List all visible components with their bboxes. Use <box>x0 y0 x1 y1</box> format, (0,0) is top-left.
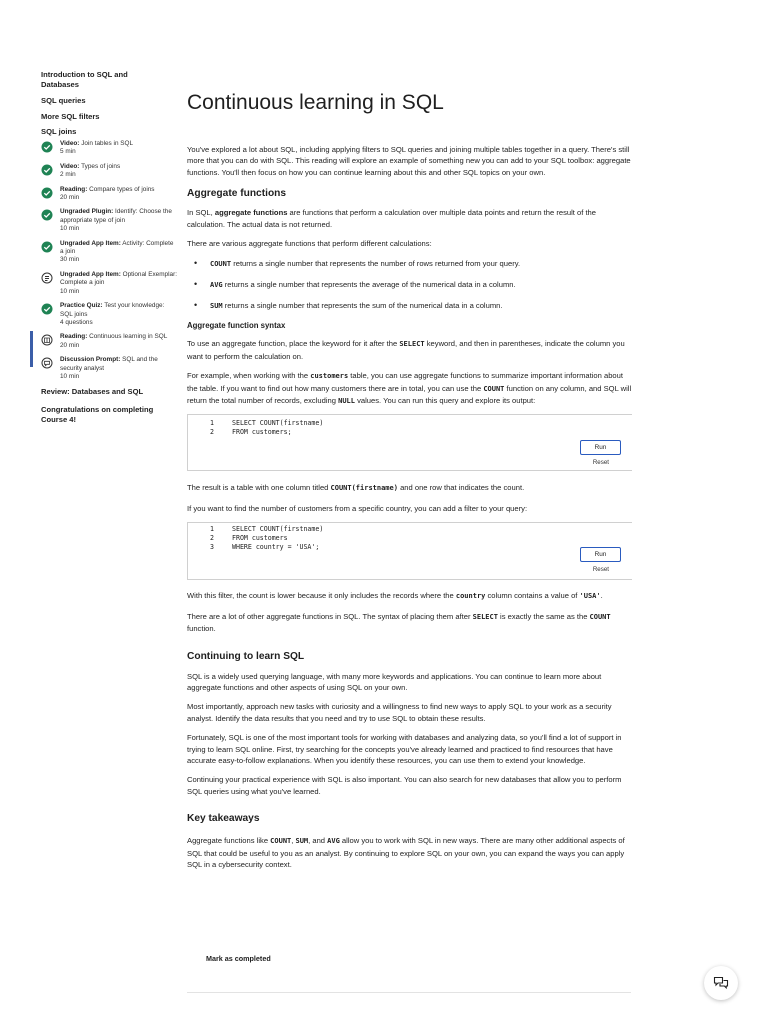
sidebar-item-title: Video: Join tables in SQL <box>60 140 134 147</box>
code-lines <box>188 415 632 437</box>
example-paragraph: For example, when working with the customers table, you can use aggregate functions to summarize important information about the table. If you want to find out how many customers there are in total, you can use the COUNT function on any column, and SQL will return the total number of records, excluding NULL values. You can run this query and explore its output: <box>187 371 632 406</box>
intro-paragraph: You've explored a lot about SQL, including applying filters to SQL queries and joining multiple tables together in a query. There's still more that you can do with SQL. This reading will explore an example of something new you can add to your SQL toolbox: aggregate functions. You'll then focus on how you can continue learning about this and other SQL topics on your own. <box>187 145 631 177</box>
code-line: 2 FROM customers <box>210 534 288 543</box>
sidebar-item-meta: 10 min <box>60 372 80 380</box>
sidebar-item-title: Practice Quiz: Test your knowledge: SQL joins <box>60 302 165 318</box>
sidebar-item-meta: 4 questions <box>60 318 93 326</box>
check-circle-icon <box>41 241 53 253</box>
code-line: 1 SELECT COUNT(firstname) <box>210 525 324 534</box>
sidebar-section-congrats[interactable]: Congratulations on completing Course 4! <box>41 405 154 425</box>
sidebar-section-queries[interactable]: SQL queries <box>41 96 86 105</box>
sidebar-item-list <box>30 140 177 381</box>
aggregate-list-intro: There are various aggregate functions that perform different calculations: <box>187 239 432 249</box>
sidebar-item-meta: 2 min <box>60 171 76 179</box>
sidebar-item-title: Ungraded App Item: Activity: Complete a join <box>60 239 174 256</box>
code-lines <box>188 523 632 551</box>
list-item-avg: • AVG returns a single number that represents the average of the numerical data in a column. <box>210 279 632 291</box>
sidebar-item-plugin-identify-join[interactable] <box>30 208 172 233</box>
heading-continuing-to-learn: Continuing to learn SQL <box>187 650 305 662</box>
course-sidebar <box>30 66 177 425</box>
chat-icon <box>713 976 729 990</box>
heading-aggregate-syntax: Aggregate function syntax <box>187 321 286 331</box>
run-button[interactable]: Run <box>580 440 621 455</box>
heading-key-takeaways: Key takeaways <box>187 813 260 825</box>
sidebar-section-filters[interactable]: More SQL filters <box>41 112 100 121</box>
sidebar-item-video-join-tables[interactable] <box>30 140 165 157</box>
continue-paragraph-4: Continuing your practical experience with SQL is also important. You can also search for new databases that allow you to perform SQL queries using what you've learned. <box>187 775 622 796</box>
sidebar-item-title: Reading: Compare types of joins <box>60 185 155 193</box>
sidebar-item-quiz-sql-joins[interactable] <box>30 302 165 327</box>
sidebar-item-exemplar-complete-join[interactable] <box>30 270 177 296</box>
sidebar-item-title: Ungraded App Item: Optional Exemplar: Complete a join <box>60 270 177 287</box>
filter-result-paragraph: With this filter, the count is lower because it only includes the records where the country column contains a value of 'USA'. <box>187 591 603 601</box>
chat-button[interactable] <box>704 966 738 1000</box>
result-paragraph: The result is a table with one column titled COUNT(firstname) and one row that indicates the count. <box>187 483 525 493</box>
reading-icon <box>41 334 53 346</box>
sidebar-item-meta: 30 min <box>60 256 80 264</box>
key-takeaways-paragraph: Aggregate functions like COUNT, SUM, and AVG allow you to work with SQL in new ways. There are many other additional aspects of SQL that could be useful to you as an analyst. By continuing to explore SQL on your own, you can expand the ways you can apply SQL in a cybersecurity context. <box>187 836 625 869</box>
sidebar-item-activity-complete-join[interactable] <box>30 239 174 265</box>
sidebar-item-meta: 10 min <box>60 287 80 295</box>
code-line: 1 SELECT COUNT(firstname) <box>210 419 324 428</box>
sidebar-item-reading-compare-joins[interactable] <box>30 186 165 203</box>
sidebar-item-reading-continuous-learning[interactable] <box>30 333 168 350</box>
other-functions-paragraph: There are a lot of other aggregate functions in SQL. The syntax of placing them after SELECT is exactly the same as the COUNT function. <box>187 611 611 634</box>
sidebar-item-discussion-security-analyst[interactable] <box>30 356 165 381</box>
sidebar-item-title: Video: Types of joins <box>60 162 121 170</box>
heading-aggregate-functions: Aggregate functions <box>187 188 287 200</box>
check-circle-icon <box>41 141 53 153</box>
code-line: 2 FROM customers; <box>210 428 292 437</box>
list-item-count: • COUNT returns a single number that represents the number of rows returned from your query. <box>210 258 632 270</box>
sidebar-item-title: Ungraded Plugin: Identify: Choose the appropriate type of join <box>60 208 172 224</box>
syntax-paragraph: To use an aggregate function, place the keyword for it after the SELECT keyword, and then in parentheses, indicate the column you want to perform the calculation on. <box>187 339 625 361</box>
code-editor-count-filter[interactable] <box>187 522 632 580</box>
filter-intro-paragraph: If you want to find the number of customers from a specific country, you can add a filter to your query: <box>187 503 528 513</box>
check-circle-icon <box>41 164 53 176</box>
sidebar-section-review[interactable]: Review: Databases and SQL <box>41 387 144 397</box>
continue-paragraph-1: SQL is a widely used querying language, with many more keywords and applications. You can continue to learn more about aggregate functions and other aspects of using SQL on your own. <box>187 671 602 692</box>
optional-icon <box>41 272 53 284</box>
discussion-icon <box>41 357 53 369</box>
check-circle-icon <box>41 187 53 199</box>
mark-as-completed-button[interactable]: Mark as completed <box>206 954 271 963</box>
check-circle-icon <box>41 303 53 315</box>
aggregate-definition: In SQL, aggregate functions are functions that perform a calculation over multiple data points and return the result of the calculation. The actual data is not returned. <box>187 208 597 229</box>
reading-article <box>187 90 632 870</box>
sidebar-item-meta: 20 min <box>60 194 80 202</box>
sidebar-section-intro[interactable]: Introduction to SQL and Databases <box>41 70 128 89</box>
continue-paragraph-3: Fortunately, SQL is one of the most important tools for working with databases and analyzing data, so you'll find a lot of support in trying to learn SQL online. First, try searching for the concepts you've already learned and practiced to find resources that have accurate easy-to-follow explanations. When you identify these resources, you can use them to extend your knowledge. <box>187 733 622 765</box>
sidebar-item-meta: 10 min <box>60 225 80 233</box>
run-button[interactable]: Run <box>580 547 621 562</box>
sidebar-item-meta: 5 min <box>60 148 76 156</box>
reset-button[interactable]: Reset <box>592 566 609 574</box>
sidebar-item-title: Discussion Prompt: SQL and the security analyst <box>60 356 158 372</box>
code-line: 3 WHERE country = 'USA'; <box>210 542 320 551</box>
footer-divider <box>187 992 631 993</box>
page-title: Continuous learning in SQL <box>187 91 444 114</box>
code-editor-count[interactable] <box>187 414 632 471</box>
sidebar-item-video-types-of-joins[interactable] <box>30 163 165 180</box>
continue-paragraph-2: Most importantly, approach new tasks with curiosity and a willingness to find new ways to apply SQL to your work as a security analyst. Identify the data results that you need and try to use SQL to obtain these results. <box>187 702 612 723</box>
reset-button[interactable]: Reset <box>592 459 609 467</box>
list-item-sum: • SUM returns a single number that represents the sum of the numerical data in a column. <box>210 300 632 312</box>
sidebar-item-title: Reading: Continuous learning in SQL <box>60 333 168 341</box>
sidebar-section-joins[interactable]: SQL joins <box>41 127 77 136</box>
check-circle-icon <box>41 209 53 221</box>
sidebar-item-meta: 20 min <box>60 341 80 349</box>
aggregate-function-list <box>187 258 632 312</box>
